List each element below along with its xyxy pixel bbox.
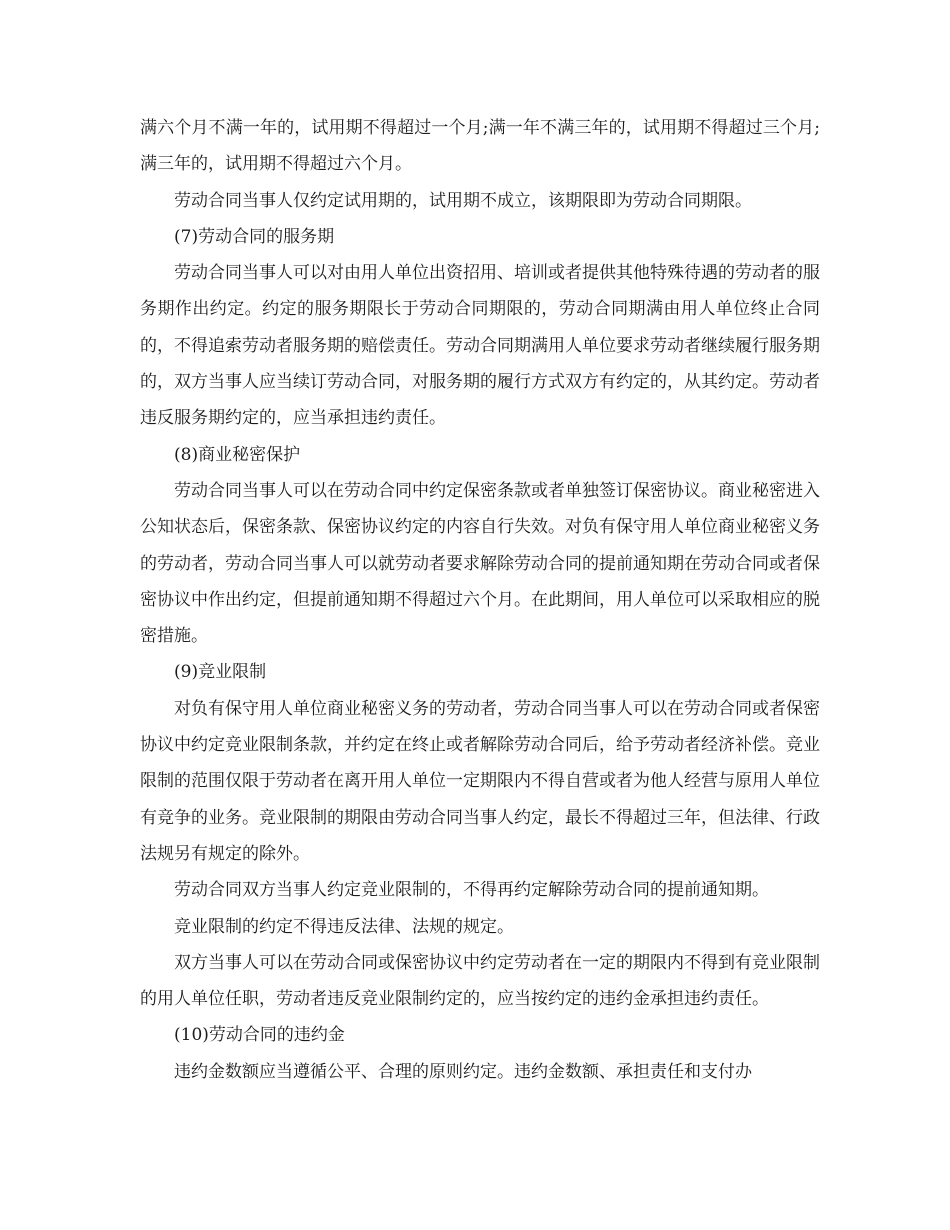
- paragraph-liquidated-damages: 违约金数额应当遵循公平、合理的原则约定。违约金数额、承担责任和支付办: [174, 1061, 752, 1082]
- paragraph-service-period: 劳动合同当事人可以对由用人单位出资招用、培训或者提供其他特殊待遇的劳动者的服务期作出约定。约定的服务期限长于劳动合同期限的，劳动合同期满由用人单位终止合同的，不得追索劳动者服务期的赔偿责任。劳动合同期满用人单位要求劳动者继续履行服务期的，双方当事人应当续订劳动合同，对服务期的履行方式双方有约定的，从其约定。劳动者违反服务期约定的，应当承担违约责任。: [140, 263, 820, 429]
- section-heading-service-period: (7)劳动合同的服务期: [174, 226, 335, 247]
- paragraph-non-compete-penalty: 双方当事人可以在劳动合同或保密协议中约定劳动者在一定的期限内不得到有竞业限制的用人单位任职，劳动者违反竞业限制约定的，应当按约定的违约金承担违约责任。: [140, 952, 820, 1010]
- paragraph-probation-only: 劳动合同当事人仅约定试用期的，试用期不成立，该期限即为劳动合同期限。: [174, 190, 752, 211]
- paragraph-non-compete: 对负有保守用人单位商业秘密义务的劳动者，劳动合同当事人可以在劳动合同或者保密协议中约定竞业限制条款，并约定在终止或者解除劳动合同后，给予劳动者经济补偿。竞业限制的范围仅限于劳动者在离开用人单位一定期限内不得自营或者为他人经营与原用人单位有竞争的业务。竞业限制的期限由劳动合同当事人约定，最长不得超过三年，但法律、行政法规另有规定的除外。: [140, 698, 820, 864]
- section-heading-non-compete: (9)竞业限制: [174, 662, 267, 683]
- paragraph-probation-continued: 满六个月不满一年的，试用期不得超过一个月;满一年不满三年的，试用期不得超过三个月;满三年的，试用期不得超过六个月。: [140, 118, 820, 175]
- paragraph-non-compete-legal: 竞业限制的约定不得违反法律、法规的规定。: [174, 916, 514, 937]
- section-heading-liquidated-damages: (10)劳动合同的违约金: [174, 1025, 345, 1046]
- paragraph-trade-secret: 劳动合同当事人可以在劳动合同中约定保密条款或者单独签订保密协议。商业秘密进入公知状态后，保密条款、保密协议约定的内容自行失效。对负有保守用人单位商业秘密义务的劳动者，劳动合同当事人可以就劳动者要求解除劳动合同的提前通知期在劳动合同或者保密协议中作出约定，但提前通知期不得超过六个月。在此期间，用人单位可以采取相应的脱密措施。: [140, 480, 820, 647]
- section-heading-trade-secret: (8)商业秘密保护: [174, 444, 301, 465]
- document-body: [140, 110, 820, 1090]
- paragraph-non-compete-notice: 劳动合同双方当事人约定竞业限制的，不得再约定解除劳动合同的提前通知期。: [174, 880, 769, 901]
